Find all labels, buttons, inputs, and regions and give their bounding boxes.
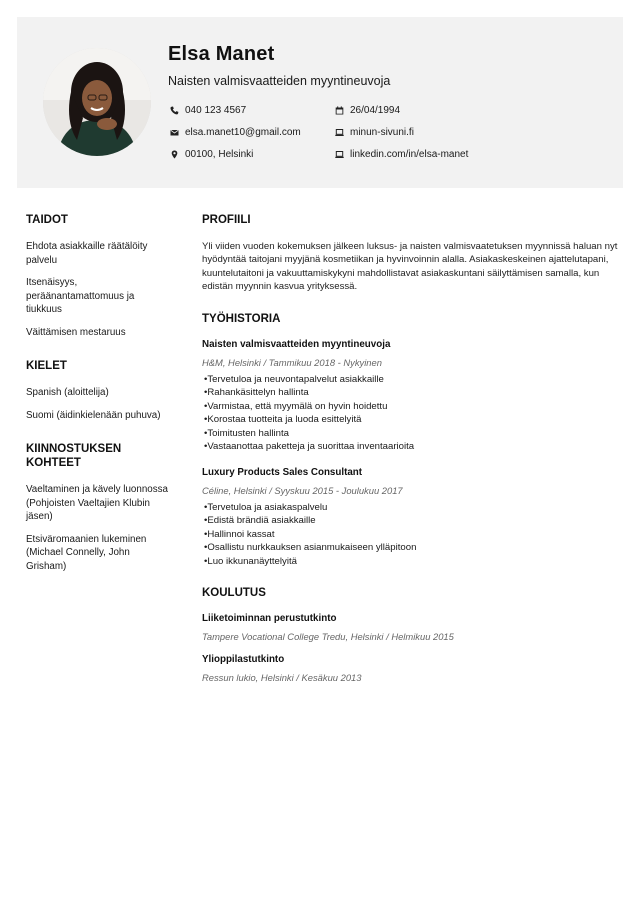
degree-title: Ylioppilastutkinto <box>202 654 285 666</box>
list-item: • Tervetuloa ja asiakaspalvelu <box>202 501 620 515</box>
phone-icon <box>170 106 179 115</box>
interests-section <box>26 442 171 573</box>
language-item: Spanish (aloittelija) <box>26 387 109 398</box>
job-meta: H&M, Helsinki / Tammikuu 2018 - Nykyinen <box>202 356 382 368</box>
skill-item: Väittämisen mestaruus <box>26 326 126 338</box>
email-text[interactable]: elsa.manet10@gmail.com <box>185 127 301 138</box>
job-bullets <box>202 373 620 454</box>
laptop-icon <box>335 128 344 137</box>
list-item: • Toimitusten hallinta <box>202 427 620 441</box>
job-title: Naisten valmisvaatteiden myyntineuvoja <box>202 338 391 350</box>
job-entry <box>202 466 620 569</box>
language-item: Suomi (äidinkielenään puhuva) <box>26 409 161 421</box>
list-item: • Vastaanottaa paketteja ja suorittaa inventaarioita <box>202 440 620 454</box>
degree-title: Liiketoiminnan perustutkinto <box>202 613 337 625</box>
laptop-icon <box>335 150 344 159</box>
job-bullets <box>202 501 620 569</box>
contact-phone <box>170 105 246 116</box>
languages-section <box>26 359 171 422</box>
degree-meta: Ressun lukio, Helsinki / Kesäkuu 2013 <box>202 672 362 684</box>
profile-photo <box>43 48 151 156</box>
resume-header <box>17 17 623 188</box>
right-column <box>202 213 620 684</box>
list-item: • Varmistaa, että myymälä on hyvin hoidettu <box>202 400 620 414</box>
list-item: • Luo ikkunanäyttelyitä <box>202 555 620 569</box>
calendar-icon <box>335 106 344 115</box>
list-item: • Tervetuloa ja neuvontapalvelut asiakkaille <box>202 373 620 387</box>
skill-item: Ehdota asiakkaille räätälöity palvelu <box>26 241 148 266</box>
section-heading: TYÖHISTORIA <box>202 312 281 325</box>
list-item: • Korostaa tuotteita ja luoda esittelyitä <box>202 413 620 427</box>
degree-meta: Tampere Vocational College Tredu, Helsinki / Helmikuu 2015 <box>202 631 454 643</box>
website-text[interactable]: minun-sivuni.fi <box>350 127 414 138</box>
section-heading: KIINNOSTUKSEN KOHTEET <box>26 443 122 469</box>
phone-text: 040 123 4567 <box>185 105 247 116</box>
contact-website <box>335 127 414 138</box>
list-item: • Osallistu nurkkauksen asianmukaiseen ylläpitoon <box>202 541 620 555</box>
job-entry <box>202 338 620 454</box>
profile-summary: Yli viiden vuoden kokemuksen jälkeen luksus- ja naisten valmisvaatetuksen myynnissä haluan nyt hyödyntää taitojani myyjänä kosmetiikan ja hyvinvoinnin alalla. Asiakaskeskeinen ajattelutapani, kuuntelutaitoni ja vakuuttamiskykyni mahdollistavat asiakaskuntani säilyttämisen samalla, kun edistän myynnin kasvua yrityksessä. <box>202 241 618 293</box>
section-heading: KIELET <box>26 360 67 372</box>
contact-email <box>170 127 301 138</box>
candidate-title: Naisten valmisvaatteiden myyntineuvoja <box>168 74 391 88</box>
skill-item: Itsenäisyys, peräänantamattomuus ja tiukkuus <box>26 277 135 315</box>
job-meta: Céline, Helsinki / Syyskuu 2015 - Joulukuu 2017 <box>202 484 403 496</box>
list-item: • Edistä brändiä asiakkaille <box>202 514 620 528</box>
contact-address <box>170 149 253 160</box>
contact-birthdate <box>335 105 400 116</box>
contact-linkedin <box>335 149 468 160</box>
section-heading: KOULUTUS <box>202 587 266 600</box>
education-section <box>202 586 620 684</box>
location-pin-icon <box>170 150 179 159</box>
candidate-name: Elsa Manet <box>168 43 275 65</box>
interest-item: Vaeltaminen ja kävely luonnossa (Pohjoisten Vaeltajien Klubin jäsen) <box>26 484 168 522</box>
skills-section <box>26 213 171 339</box>
profile-section <box>202 213 620 294</box>
birthdate-text: 26/04/1994 <box>350 105 401 116</box>
address-text: 00100, Helsinki <box>185 149 254 160</box>
interest-item: Etsiväromaanien lukeminen (Michael Connelly, John Grisham) <box>26 533 147 572</box>
job-title: Luxury Products Sales Consultant <box>202 466 363 478</box>
section-heading: TAIDOT <box>26 214 68 226</box>
list-item: • Rahankäsittelyn hallinta <box>202 386 620 400</box>
section-heading: PROFIILI <box>202 214 251 226</box>
list-item: • Hallinnoi kassat <box>202 528 620 542</box>
linkedin-text[interactable]: linkedin.com/in/elsa-manet <box>350 149 469 160</box>
left-column <box>26 213 171 593</box>
email-icon <box>170 128 179 137</box>
work-section <box>202 312 620 569</box>
